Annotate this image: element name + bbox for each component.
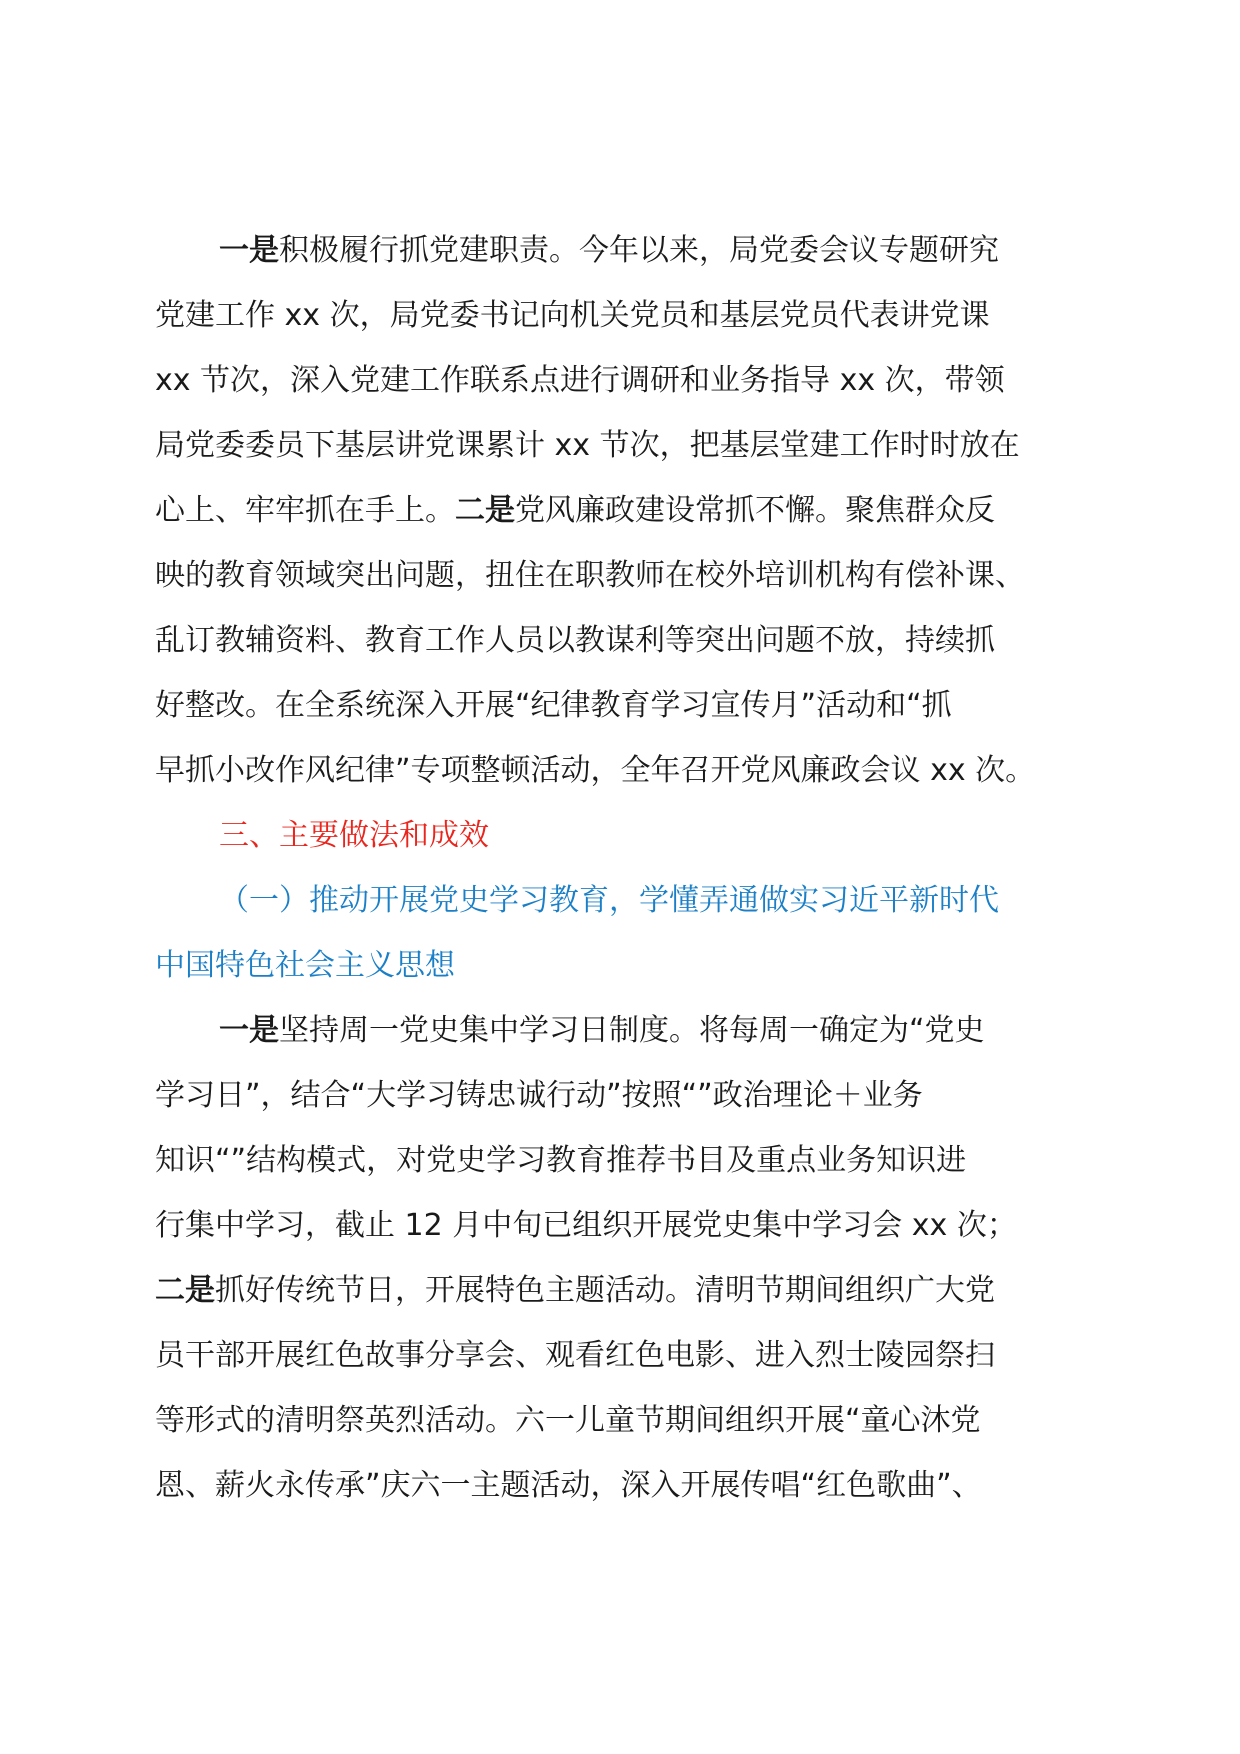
text-line: 学习日”，结合“大学习铸忠诚行动”按照“”政治理论＋业务 [155,1078,923,1113]
subsection-heading [155,868,1095,998]
text-line: 等形式的清明祭英烈活动。六一儿童节期间组织开展“童心沐党 [155,1403,981,1438]
text-line: 员干部开展红色故事分享会、观看红色电影、进入烈士陵园祭扫 [155,1338,995,1373]
lead-marker: 二是 [455,493,515,528]
text-line: 早抓小改作风纪律”专项整顿活动，全年召开党风廉政会议 xx 次。 [155,753,1036,788]
paragraph-party-history [155,998,1095,1518]
text-line: xx 节次，深入党建工作联系点进行调研和业务指导 xx 次，带领 [155,363,1005,398]
heading-text: 三、主要做法和成效 [219,818,489,853]
text-line: 党建工作 xx 次，局党委书记向机关党员和基层党员代表讲党课 [155,298,990,333]
text-line: 行集中学习，截止 12 月中旬已组织开展党史集中学习会 xx 次； [155,1208,1017,1243]
text-line: 心上、牢牢抓在手上。二是党风廉政建设常抓不懈。聚焦群众反 [155,493,995,528]
lead-marker: 一是 [219,233,279,268]
heading-text: （一）推动开展党史学习教育，学懂弄通做实习近平新时代 [219,883,999,918]
section-heading [155,803,1095,868]
heading-text: 中国特色社会主义思想 [155,948,455,983]
document-page [155,218,1095,1518]
lead-marker: 二是 [155,1273,215,1308]
lead-marker: 一是 [219,1013,279,1048]
text-line: 乱订教辅资料、教育工作人员以教谋利等突出问题不放，持续抓 [155,623,995,658]
text-line: 一是坚持周一党史集中学习日制度。将每周一确定为“党史 [219,1013,985,1048]
text-line: 知识“”结构模式，对党史学习教育推荐书目及重点业务知识进 [155,1143,967,1178]
text-line: 好整改。在全系统深入开展“纪律教育学习宣传月”活动和“抓 [155,688,952,723]
text-line: 映的教育领域突出问题，扭住在职教师在校外培训机构有偿补课、 [155,558,1025,593]
text-line: 恩、薪火永传承”庆六一主题活动，深入开展传唱“红色歌曲”、 [155,1468,982,1503]
text-line: 局党委委员下基层讲党课累计 xx 节次，把基层堂建工作时时放在 [155,428,1020,463]
text-line: 一是积极履行抓党建职责。今年以来，局党委会议专题研究 [219,233,999,268]
text-line: 二是抓好传统节日，开展特色主题活动。清明节期间组织广大党 [155,1273,995,1308]
paragraph-party-building [155,218,1095,803]
